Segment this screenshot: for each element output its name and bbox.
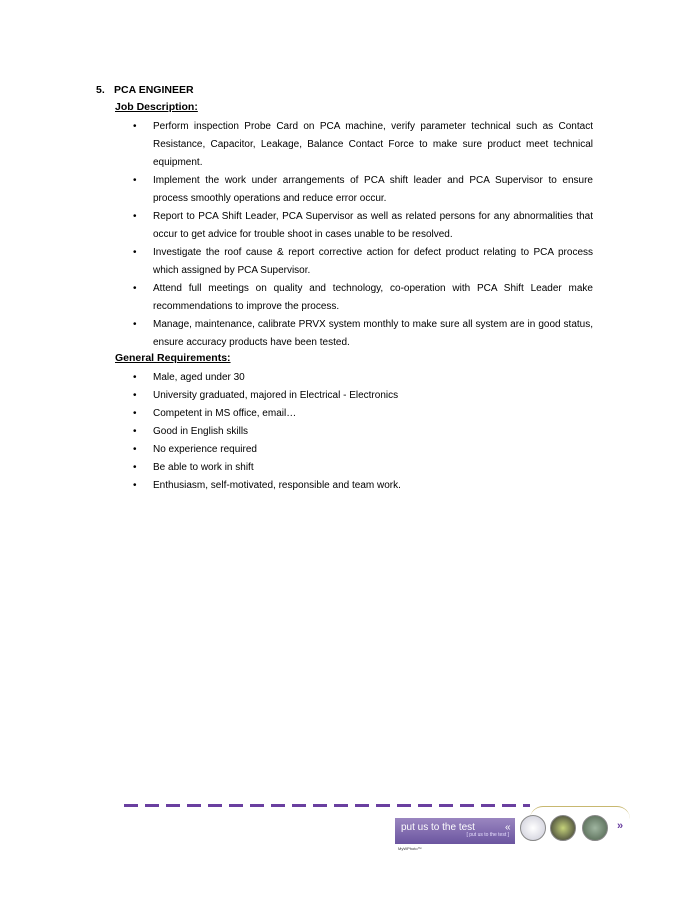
section-heading xyxy=(96,84,194,96)
job-description-heading: Job Description: xyxy=(115,101,198,113)
section-title: PCA ENGINEER xyxy=(114,84,194,96)
bullet-icon: • xyxy=(133,319,137,330)
footer-arc-decoration xyxy=(530,806,630,819)
footer-banner xyxy=(395,818,515,844)
bullet-icon: • xyxy=(133,283,137,294)
bullet-icon: • xyxy=(133,372,137,383)
list-item: • Competent in MS office, email… xyxy=(133,405,593,423)
bullet-icon: • xyxy=(133,480,137,491)
footer-dashed-divider xyxy=(124,804,530,807)
bullet-icon: • xyxy=(133,444,137,455)
bullet-icon: • xyxy=(133,462,137,473)
bullet-icon: • xyxy=(133,426,137,437)
list-item: • Investigate the roof cause & report corrective action for defect product relating to PCA process which assigned by PCA Supervisor. xyxy=(133,244,593,280)
list-item: • Good in English skills xyxy=(133,423,593,441)
bullet-icon: • xyxy=(133,408,137,419)
general-requirements-list xyxy=(133,369,593,495)
bullet-icon: • xyxy=(133,390,137,401)
general-requirements-heading: General Requirements: xyxy=(115,352,231,364)
list-item: • Implement the work under arrangements of PCA shift leader and PCA Supervisor to ensure process smoothly operations and reduce error occur. xyxy=(133,172,593,208)
next-chevron-icon: » xyxy=(617,820,624,832)
footer-caption: MyWPhoto™ xyxy=(398,846,422,851)
bullet-icon: • xyxy=(133,121,137,132)
banner-text: put us to the test xyxy=(401,822,475,833)
list-item: • No experience required xyxy=(133,441,593,459)
prev-chevron-icon: « xyxy=(505,822,511,833)
list-item: • Attend full meetings on quality and technology, co-operation with PCA Shift Leader make recommendations to improve the process. xyxy=(133,280,593,316)
probe-card-photo-icon xyxy=(520,815,546,841)
list-item: • University graduated, majored in Electrical - Electronics xyxy=(133,387,593,405)
list-item: • Male, aged under 30 xyxy=(133,369,593,387)
banner-subtext: [ put us to the test ] xyxy=(466,832,509,838)
section-number: 5. xyxy=(96,84,105,96)
list-item: • Manage, maintenance, calibrate PRVX system monthly to make sure all system are in good status, ensure accuracy products have been tested. xyxy=(133,316,593,352)
bullet-icon: • xyxy=(133,247,137,258)
list-item: • Be able to work in shift xyxy=(133,459,593,477)
list-item: • Report to PCA Shift Leader, PCA Supervisor as well as related persons for any abnormalities that occur to get advice for trouble shoot in cases unable to be resolved. xyxy=(133,208,593,244)
list-item: • Perform inspection Probe Card on PCA machine, verify parameter technical such as Contact Resistance, Capacitor, Leakage, Balance Contact Force to make sure product meet technical equipment. xyxy=(133,118,593,172)
bullet-icon: • xyxy=(133,211,137,222)
list-item: • Enthusiasm, self-motivated, responsible and team work. xyxy=(133,477,593,495)
job-description-list xyxy=(133,118,593,352)
wafer-photo-icon xyxy=(582,815,608,841)
machine-photo-icon xyxy=(550,815,576,841)
bullet-icon: • xyxy=(133,175,137,186)
